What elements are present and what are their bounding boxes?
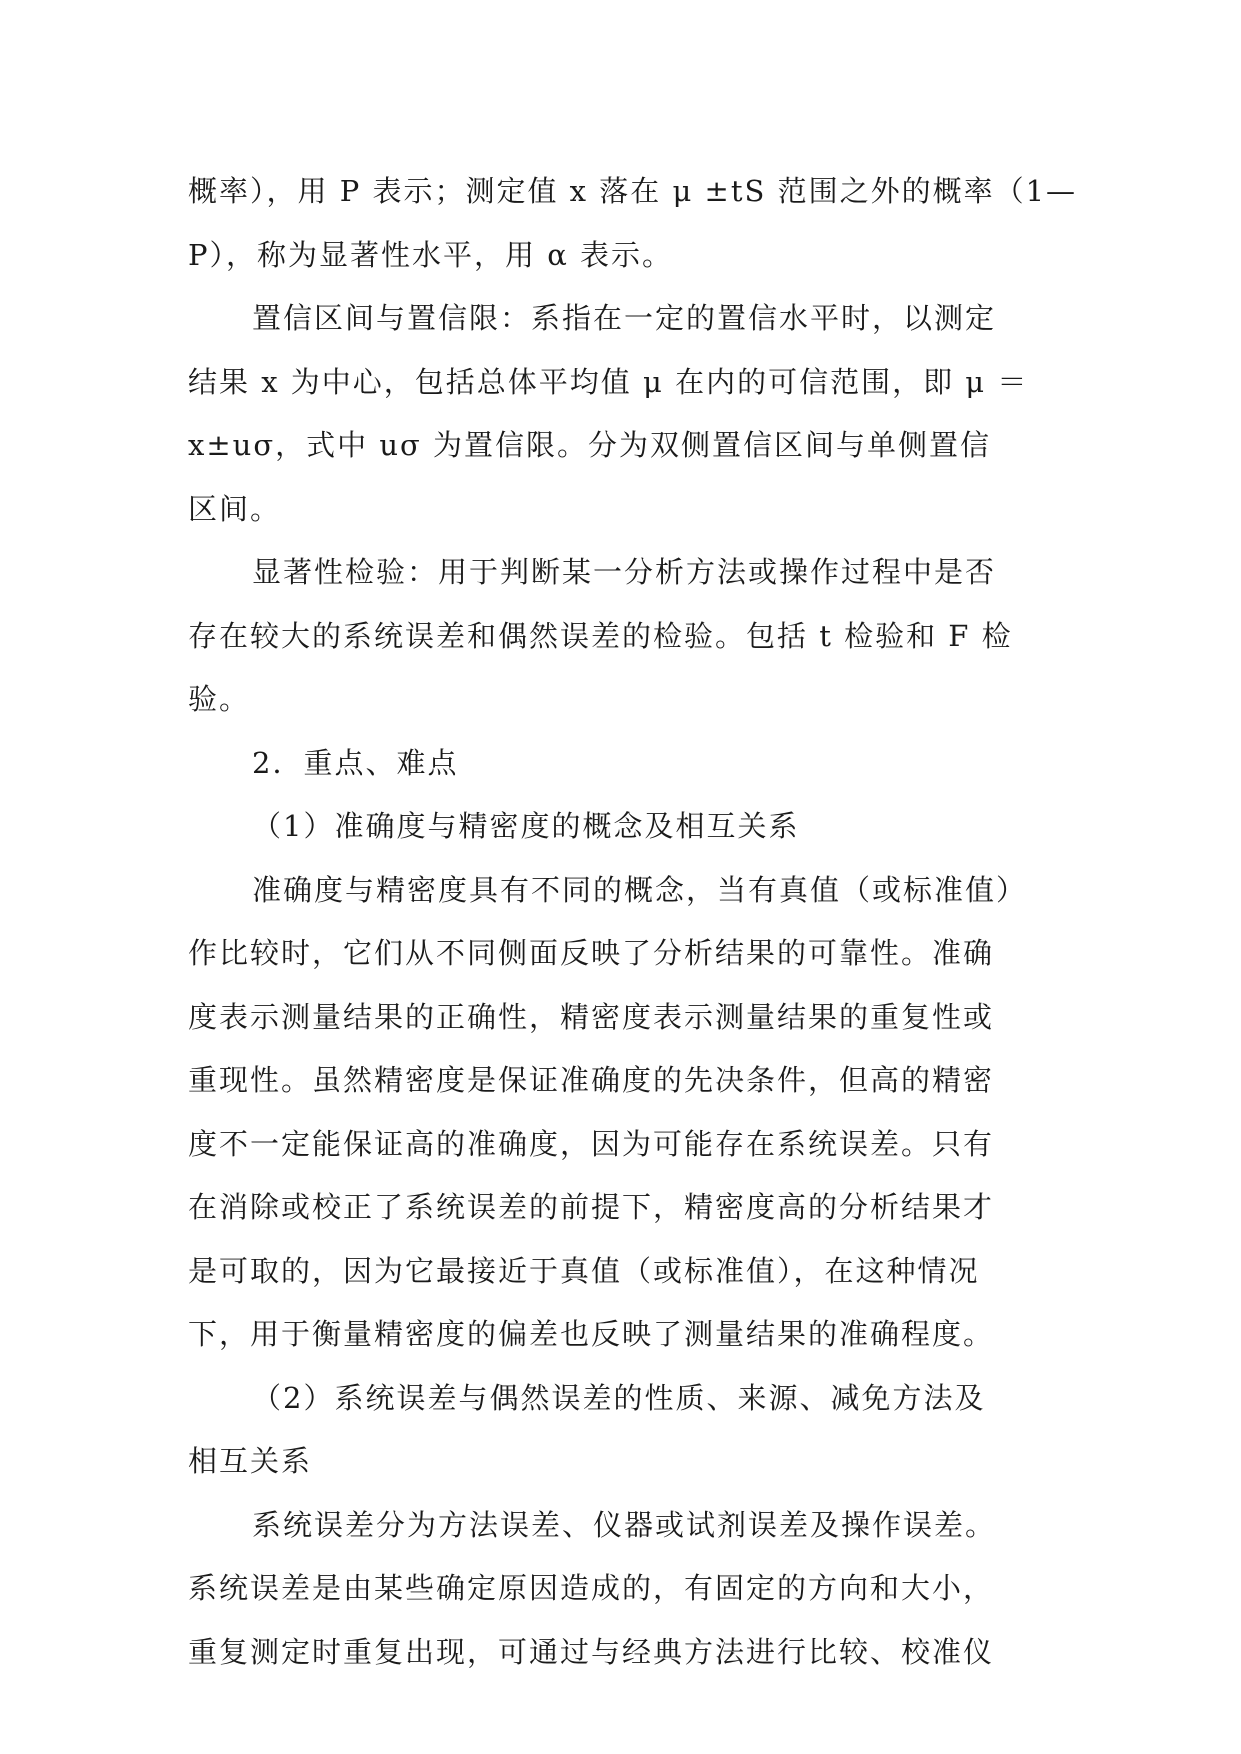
section-heading: 2．重点、难点 (252, 745, 459, 780)
text-line: 度不一定能保证高的准确度，因为可能存在系统误差。只有 (188, 1126, 995, 1161)
text-line: 显著性检验：用于判断某一分析方法或操作过程中是否 (252, 555, 997, 589)
text-line: x±uσ，式中 uσ 为置信限。分为双侧置信区间与单侧置信 (188, 428, 992, 462)
text-line: 相互关系 (188, 1444, 313, 1478)
text-line: 存在较大的系统误差和偶然误差的检验。包括 t 检验和 F 检 (188, 618, 1013, 653)
text-line: 下，用于衡量精密度的偏差也反映了测量结果的准确程度。 (188, 1317, 995, 1351)
text-line: 准确度与精密度具有不同的概念，当有真值（或标准值） (252, 872, 1028, 907)
text-line: 区间。 (188, 491, 282, 526)
text-line: 在消除或校正了系统误差的前提下，精密度高的分析结果才 (188, 1190, 995, 1224)
text-line: 概率），用 P 表示；测定值 x 落在 μ ±tS 范围之外的概率（1— (188, 174, 1078, 208)
subsection-heading: （1）准确度与精密度的概念及相互关系 (252, 809, 800, 843)
text-line: 系统误差是由某些确定原因造成的，有固定的方向和大小， (188, 1571, 995, 1605)
document-body (188, 160, 1078, 1684)
text-line: 度表示测量结果的正确性，精密度表示测量结果的重复性或 (188, 999, 995, 1034)
subsection-heading: （2）系统误差与偶然误差的性质、来源、减免方法及 (252, 1380, 986, 1415)
text-line: 置信区间与置信限：系指在一定的置信水平时，以测定 (252, 301, 997, 335)
text-line: 验。 (188, 682, 251, 716)
text-line: 系统误差分为方法误差、仪器或试剂误差及操作误差。 (252, 1507, 997, 1542)
text-line: 重复测定时重复出现，可通过与经典方法进行比较、校准仪 (188, 1634, 995, 1669)
text-line: 重现性。虽然精密度是保证准确度的先决条件，但高的精密 (188, 1063, 995, 1097)
text-line: P），称为显著性水平，用 α 表示。 (188, 237, 674, 272)
text-line: 作比较时，它们从不同侧面反映了分析结果的可靠性。准确 (188, 936, 995, 970)
text-line: 结果 x 为中心，包括总体平均值 μ 在内的可信范围，即 μ ＝ (188, 364, 1029, 399)
text-line: 是可取的，因为它最接近于真值（或标准值），在这种情况 (188, 1253, 980, 1288)
